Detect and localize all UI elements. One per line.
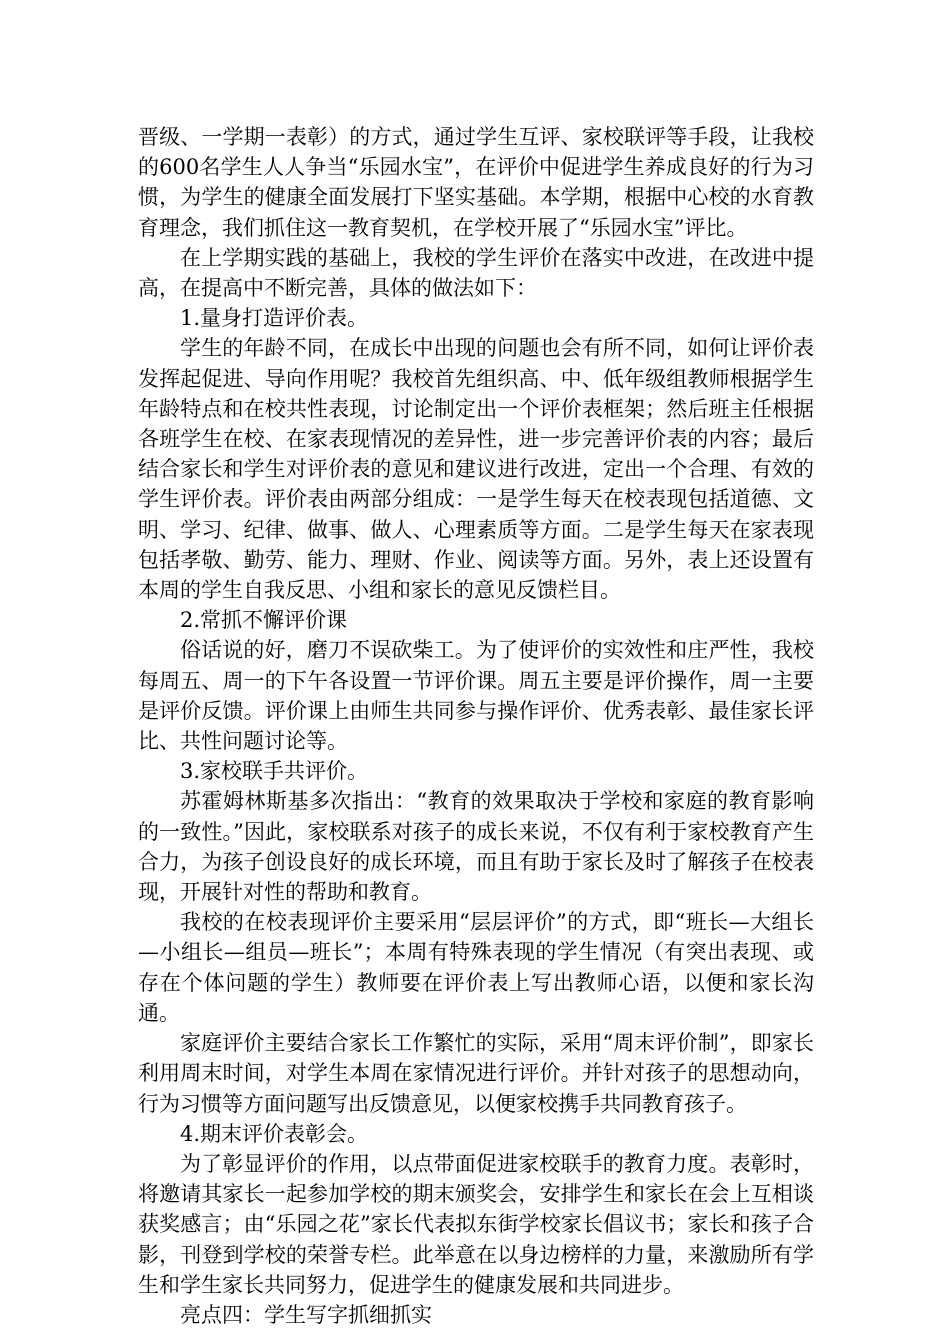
paragraph-intro-continued: 晋级、一学期一表彰）的方式，通过学生互评、家校联评等手段，让我校的600名学生人人争当“乐园水宝”，在评价中促进学生养成良好的行为习惯，为学生的健康全面发展打下坚实基础。本学期，根据中心校的水育教育理念，我们抓住这一教育契机，在学校开展了“乐园水宝”评比。 [138, 125, 814, 240]
paragraph-family-evaluation: 家庭评价主要结合家长工作繁忙的实际，采用“周末评价制”，即家长利用周末时间，对学生本周在家情况进行评价。并针对孩子的思想动向，行为习惯等方面问题写出反馈意见，以便家校携手共同教育孩子。 [138, 1031, 814, 1116]
paragraph-home-school-quote: 苏霍姆林斯基多次指出：“教育的效果取决于学校和家庭的教育影响的一致性。”因此，家校联系对孩子的成长来说，不仅有利于家校教育产生合力，为孩子创设良好的成长环境，而且有助于家长及时了解孩子在校表现，开展针对性的帮助和教育。 [138, 789, 814, 905]
section-heading-highlight-four: 亮点四：学生写字抓细抓实 [180, 1302, 432, 1327]
paragraph-layered-evaluation: 我校的在校表现评价主要采用“层层评价”的方式，即“班长—大组长—小组长—组员—班长”；本周有特殊表现的学生情况（有突出表现、或存在个体问题的学生）教师要在评价表上写出教师心语，以便和家长沟通。 [138, 910, 814, 1025]
paragraph-award-meeting: 为了彰显评价的作用，以点带面促进家校联手的教育力度。表彰时，将邀请其家长一起参加学校的期末颁奖会，安排学生和家长在会上互相谈获奖感言；由“乐园之花”家长代表拟东街学校家长倡议书；家长和孩子合影，刊登到学校的荣誉专栏。此举意在以身边榜样的力量，来激励所有学生和学生家长共同努力，促进学生的健康发展和共同进步。 [138, 1151, 814, 1297]
paragraph-evaluation-form: 学生的年龄不同，在成长中出现的问题也会有所不同，如何让评价表发挥起促进、导向作用呢？我校首先组织高、中、低年级组教师根据学生年龄特点和在校共性表现，讨论制定出一个评价表框架；然后班主任根据各班学生在校、在家表现情况的差异性，进一步完善评价表的内容；最后结合家长和学生对评价表的意见和建议进行改进，定出一个合理、有效的学生评价表。评价表由两部分组成：一是学生每天在校表现包括道德、文明、学习、纪律、做事、做人、心理素质等方面。二是学生每天在家表现包括孝敬、勤劳、能力、理财、作业、阅读等方面。另外，表上还设置有本周的学生自我反思、小组和家长的意见反馈栏目。 [138, 336, 814, 603]
document-page [138, 122, 814, 1330]
paragraph-practice-intro: 在上学期实践的基础上，我校的学生评价在落实中改进，在改进中提高，在提高中不断完善，具体的做法如下： [138, 245, 814, 301]
section-heading-evaluation-form: 1.量身打造评价表。 [180, 306, 369, 331]
section-heading-home-school: 3.家校联手共评价。 [180, 759, 369, 784]
section-heading-evaluation-class: 2.常抓不懈评价课 [180, 608, 348, 633]
paragraph-evaluation-class: 俗话说的好，磨刀不误砍柴工。为了使评价的实效性和庄严性，我校每周五、周一的下午各设置一节评价课。周五主要是评价操作，周一主要是评价反馈。评价课上由师生共同参与操作评价、优秀表彰、最佳家长评比、共性问题讨论等。 [138, 638, 814, 754]
section-heading-award-meeting: 4.期末评价表彰会。 [180, 1121, 369, 1146]
